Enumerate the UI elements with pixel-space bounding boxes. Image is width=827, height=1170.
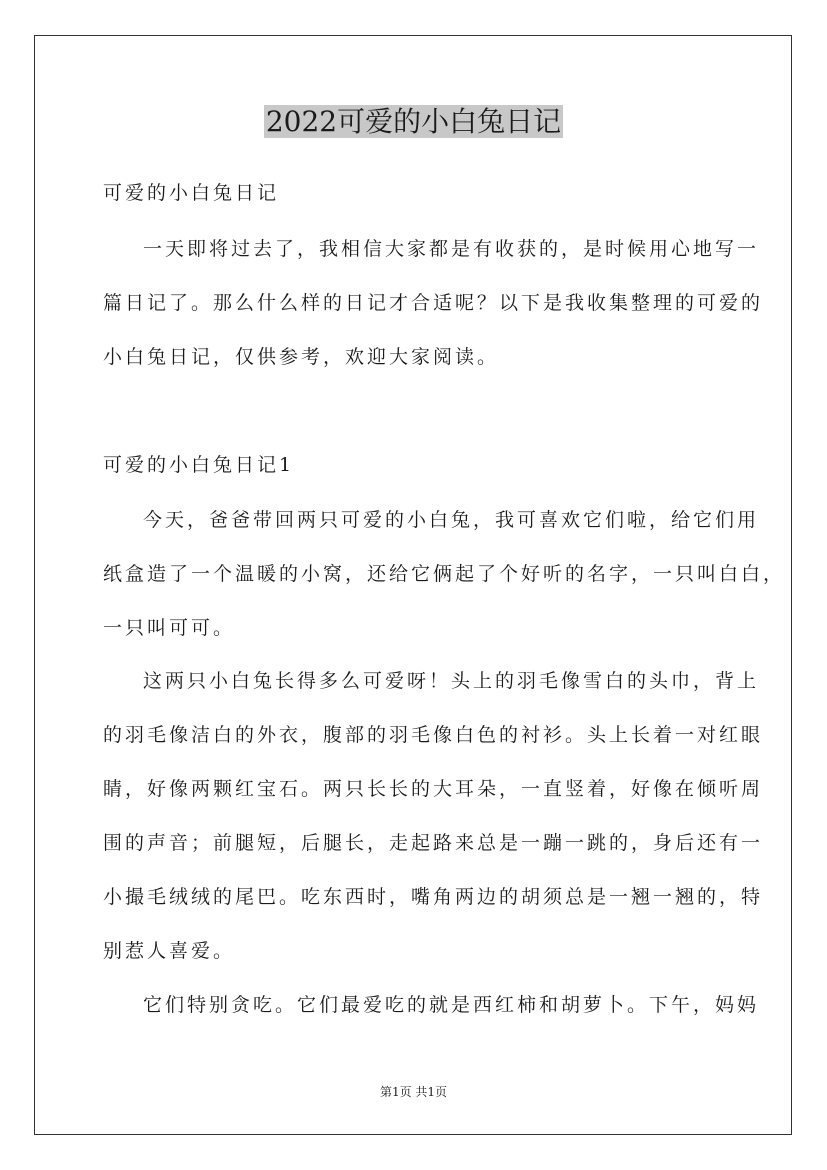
paragraph-line-1: 今天，爸爸带回两只可爱的小白兔，我可喜欢它们啦，给它们用 xyxy=(143,509,760,531)
intro-heading: 可爱的小白兔日记 xyxy=(103,182,280,204)
intro-line-2: 篇日记了。那么什么样的日记才合适呢？以下是我收集整理的可爱的 xyxy=(103,292,764,314)
paragraph-line-7: 围的声音；前腿短，后腿长，走起路来总是一蹦一跳的，身后还有一 xyxy=(103,832,764,854)
paragraph-line-8: 小撮毛绒绒的尾巴。吃东西时，嘴角两边的胡须总是一翘一翘的，特 xyxy=(103,886,764,908)
document-title-text: 2022可爱的小白兔日记 xyxy=(265,105,562,138)
paragraph-line-4: 这两只小白兔长得多么可爱呀！头上的羽毛像雪白的头巾，背上 xyxy=(143,670,760,692)
intro-line-1: 一天即将过去了，我相信大家都是有收获的，是时候用心地写一 xyxy=(143,238,760,260)
paragraph-line-5: 的羽毛像洁白的外衣，腹部的羽毛像白色的衬衫。头上长着一对红眼 xyxy=(103,724,764,746)
section-heading: 可爱的小白兔日记1 xyxy=(103,454,295,476)
intro-line-3: 小白兔日记，仅供参考，欢迎大家阅读。 xyxy=(103,346,500,368)
paragraph-line-3: 一只叫可可。 xyxy=(103,617,236,639)
paragraph-line-9: 别惹人喜爱。 xyxy=(103,940,236,962)
paragraph-line-2: 纸盒造了一个温暖的小窝，还给它俩起了个好听的名字，一只叫白白， xyxy=(103,563,786,585)
page-footer: 第1页 共1页 xyxy=(379,1085,448,1099)
paragraph-line-6: 睛，好像两颗红宝石。两只长长的大耳朵，一直竖着，好像在倾听周 xyxy=(103,778,764,800)
paragraph-line-10: 它们特别贪吃。它们最爱吃的就是西红柿和胡萝卜。下午，妈妈 xyxy=(143,994,760,1016)
document-title xyxy=(0,100,827,144)
